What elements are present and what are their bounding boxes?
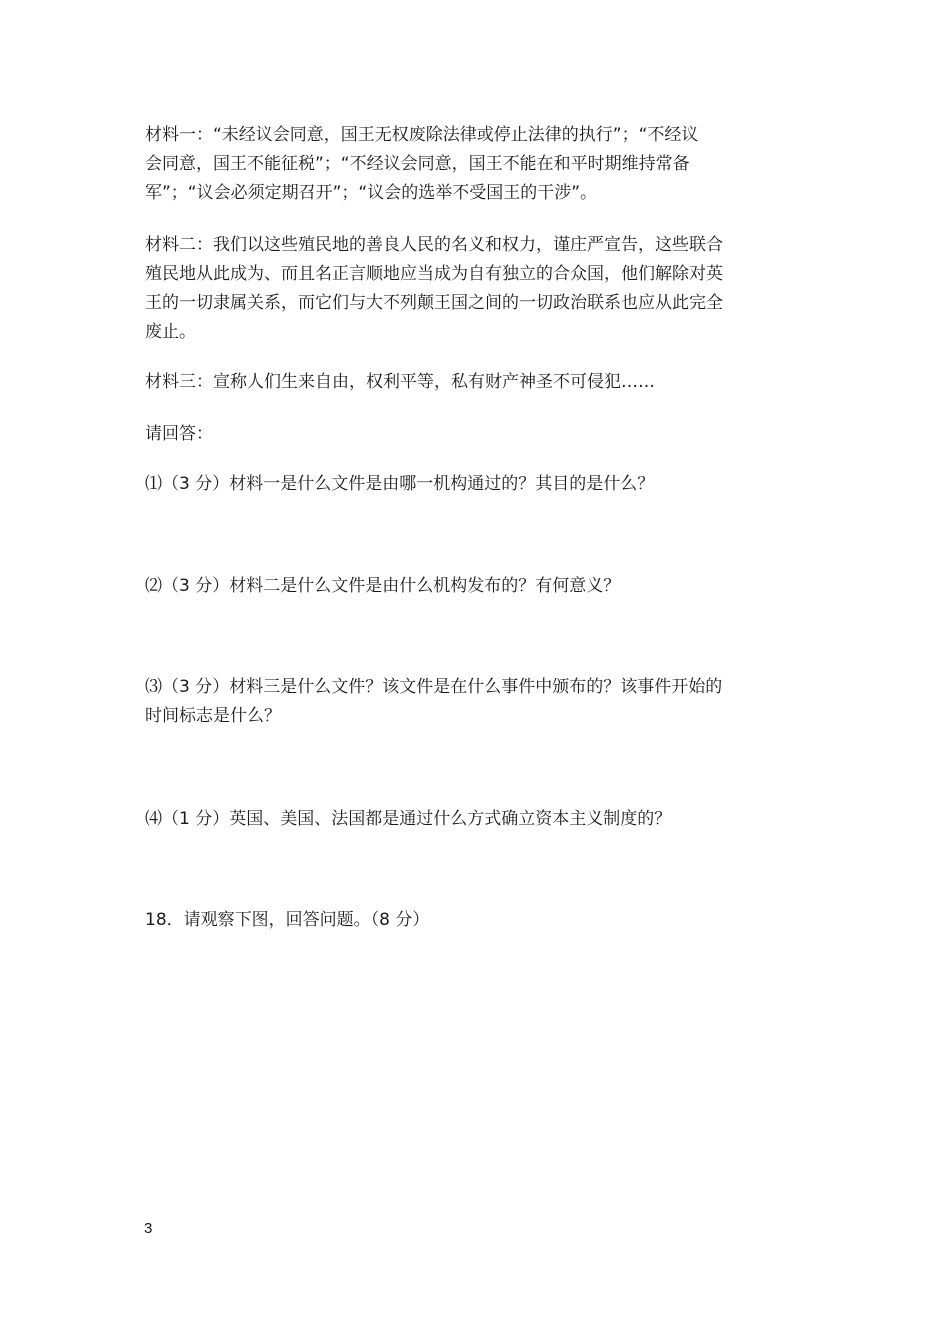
material-two-line: 殖民地从此成为、而且名正言顺地应当成为自有独立的合众国，他们解除对英 (145, 264, 723, 284)
material-one-paragraph (145, 121, 805, 208)
question-4-text: ⑷（1 分）英国、美国、法国都是通过什么方式确立资本主义制度的？ (145, 809, 672, 829)
material-one-line: 军”；“议会必须定期召开”；“议会的选举不受国王的干涉”。 (145, 183, 598, 203)
material-two-line: 废止。 (145, 322, 196, 342)
question-3-text: 时间标志是什么？ (145, 706, 281, 726)
question-18 (145, 906, 805, 935)
material-three-paragraph (145, 368, 805, 397)
question-2-text: ⑵（3 分）材料二是什么文件是由什么机构发布的？有何意义？ (145, 576, 621, 596)
question-18-text: 18．请观察下图，回答问题。（8 分） (145, 910, 430, 930)
question-1-text: ⑴（3 分）材料一是什么文件是由哪一机构通过的？其目的是什么？ (145, 474, 655, 494)
material-three-line: 材料三：宣称人们生来自由，权利平等，私有财产神圣不可侵犯…… (145, 372, 655, 392)
material-two-paragraph (145, 231, 805, 347)
answer-prompt (145, 420, 805, 449)
material-two-line: 材料二：我们以这些殖民地的善良人民的名义和权力，谨庄严宣告，这些联合 (145, 235, 723, 255)
question-3 (145, 673, 805, 731)
material-one-line: 材料一：“未经议会同意，国王无权废除法律或停止法律的执行”；“不经议 (145, 125, 699, 145)
question-4 (145, 805, 805, 834)
question-2 (145, 572, 805, 601)
page-number: 3 (144, 1220, 153, 1237)
question-3-text: ⑶（3 分）材料三是什么文件？该文件是在什么事件中颁布的？该事件开始的 (145, 677, 723, 697)
question-1 (145, 470, 805, 499)
material-two-line: 王的一切隶属关系，而它们与大不列颠王国之间的一切政治联系也应从此完全 (145, 293, 723, 313)
material-one-line: 会同意，国王不能征税”；“不经议会同意，国王不能在和平时期维持常备 (145, 154, 690, 174)
answer-prompt-text: 请回答： (145, 424, 213, 444)
